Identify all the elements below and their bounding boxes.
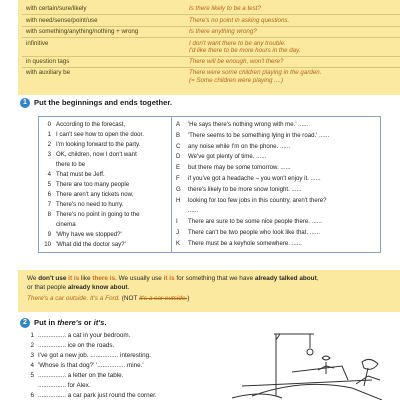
exercise-title: Put the beginnings and ends together. <box>34 98 172 107</box>
illustration-gallows <box>222 326 400 400</box>
note-example: There's a car outside. It's a Ford. (NOT It's a car outside.) <box>27 295 190 302</box>
divider <box>171 117 172 252</box>
ending-item: B 'There seems to be something lying in the road.' ...... <box>176 131 330 139</box>
exercise-title: Put in there's or it's. <box>34 318 107 327</box>
beginning-item: 0 According to the forecast, <box>47 121 126 128</box>
fill-in-item: 4 'Whose is that dog?' '................ mine.' <box>30 362 144 369</box>
ending-item: A 'He says there's nothing wrong with me.' ...... <box>176 121 309 128</box>
fill-in-item: 3 I've got a new job. ................ interesting. <box>30 352 151 359</box>
note-box <box>18 270 400 312</box>
divider <box>22 26 400 27</box>
fill-in-item: 5 ................ a letter on the table. <box>30 372 124 379</box>
ending-item: G there's likely to be more snow tonight. ...... <box>176 185 302 193</box>
ending-item: K There must be a keyhole somewhere. ...... <box>176 239 302 247</box>
grammar-example: There were some children playing in the garden. <box>189 69 322 76</box>
divider <box>22 14 400 15</box>
beginning-item: 8 There's no point in going to the <box>47 211 140 218</box>
grammar-row <box>26 69 322 76</box>
grammar-example: There's no point in asking questions. <box>189 17 290 24</box>
ending-item: D We've got plenty of time. ...... <box>176 153 267 161</box>
beginning-item: 7 There's no need to hurry. <box>47 201 124 208</box>
grammar-row <box>26 17 290 24</box>
beginning-item: 9 'Why have we stopped?' <box>47 231 122 238</box>
grammar-row <box>26 5 261 12</box>
divider <box>22 67 400 68</box>
beginning-item: 6 There aren't any tickets now, <box>47 191 134 198</box>
note-line: We don't use it is like there is. We usually use it is for something that we have already talked about, <box>27 275 319 282</box>
ending-item: I There are sure to be some nice people there. ...... <box>176 218 322 226</box>
grammar-row <box>26 58 284 65</box>
grammar-example: I'd like there to be more hours in the day. <box>189 47 301 54</box>
ending-item: F if you've got a headache – you won't enjoy it. ...... <box>176 175 321 182</box>
fill-in-item: 2 ................ ice on the roads. <box>30 342 115 349</box>
ending-item: E but there may be some tomorrow. ...... <box>176 164 291 172</box>
fill-in-item: 6 ................ a car park just round the corner. <box>30 392 157 399</box>
grammar-example: There will be enough, won't there? <box>189 58 284 65</box>
beginning-item: there to be <box>56 161 86 168</box>
grammar-rule: in question tags <box>26 58 70 65</box>
grammar-row <box>26 40 286 47</box>
ending-item: J There can't be two people who look like that. ...... <box>176 229 320 236</box>
grammar-rule: infinitive <box>26 40 49 47</box>
ending-item: H looking for too few jobs in this country, aren't there? <box>176 196 327 204</box>
grammar-rule: with auxiliary be <box>26 69 71 76</box>
divider <box>22 37 400 38</box>
fill-in-item: 1 ................ a cat in your bedroom. <box>30 332 131 339</box>
fill-in-item: ................ for Alex. <box>38 382 91 389</box>
grammar-row <box>26 28 257 35</box>
matching-table <box>38 116 381 253</box>
beginning-item: 10 'What did the doctor say?' <box>44 241 126 248</box>
divider <box>22 56 400 57</box>
exercise-number-badge: 1 <box>20 98 30 108</box>
beginning-item: 4 That must be Jeff. <box>47 171 105 178</box>
ending-item: ...... <box>188 207 199 215</box>
ending-item: C any noise while I'm on the phone. ...... <box>176 142 291 150</box>
grammar-rule: with need/sense/point/use <box>26 17 98 24</box>
beginning-item: 2 I'm looking forward to the party. <box>47 141 141 148</box>
grammar-example: Is there likely to be a test? <box>189 5 261 12</box>
beginning-item: 5 There are too many people <box>47 181 130 188</box>
beginning-item: cinema <box>56 221 76 228</box>
grammar-example: I don't want there to be any trouble. <box>189 40 286 47</box>
beginning-item: 1 I can't see how to open the door. <box>47 131 144 138</box>
grammar-example: (= Some children were playing ....) <box>189 77 284 84</box>
grammar-box <box>18 0 400 95</box>
note-line: or that people already know about. <box>27 284 130 291</box>
grammar-rule: with something/anything/nothing + wrong <box>26 28 139 35</box>
exercise-number-badge: 2 <box>20 318 30 328</box>
grammar-rule: with certain/sure/likely <box>26 5 87 12</box>
beginning-item: 3 OK, children, now I don't want <box>47 151 137 158</box>
grammar-example: Is there anything wrong? <box>189 28 257 35</box>
